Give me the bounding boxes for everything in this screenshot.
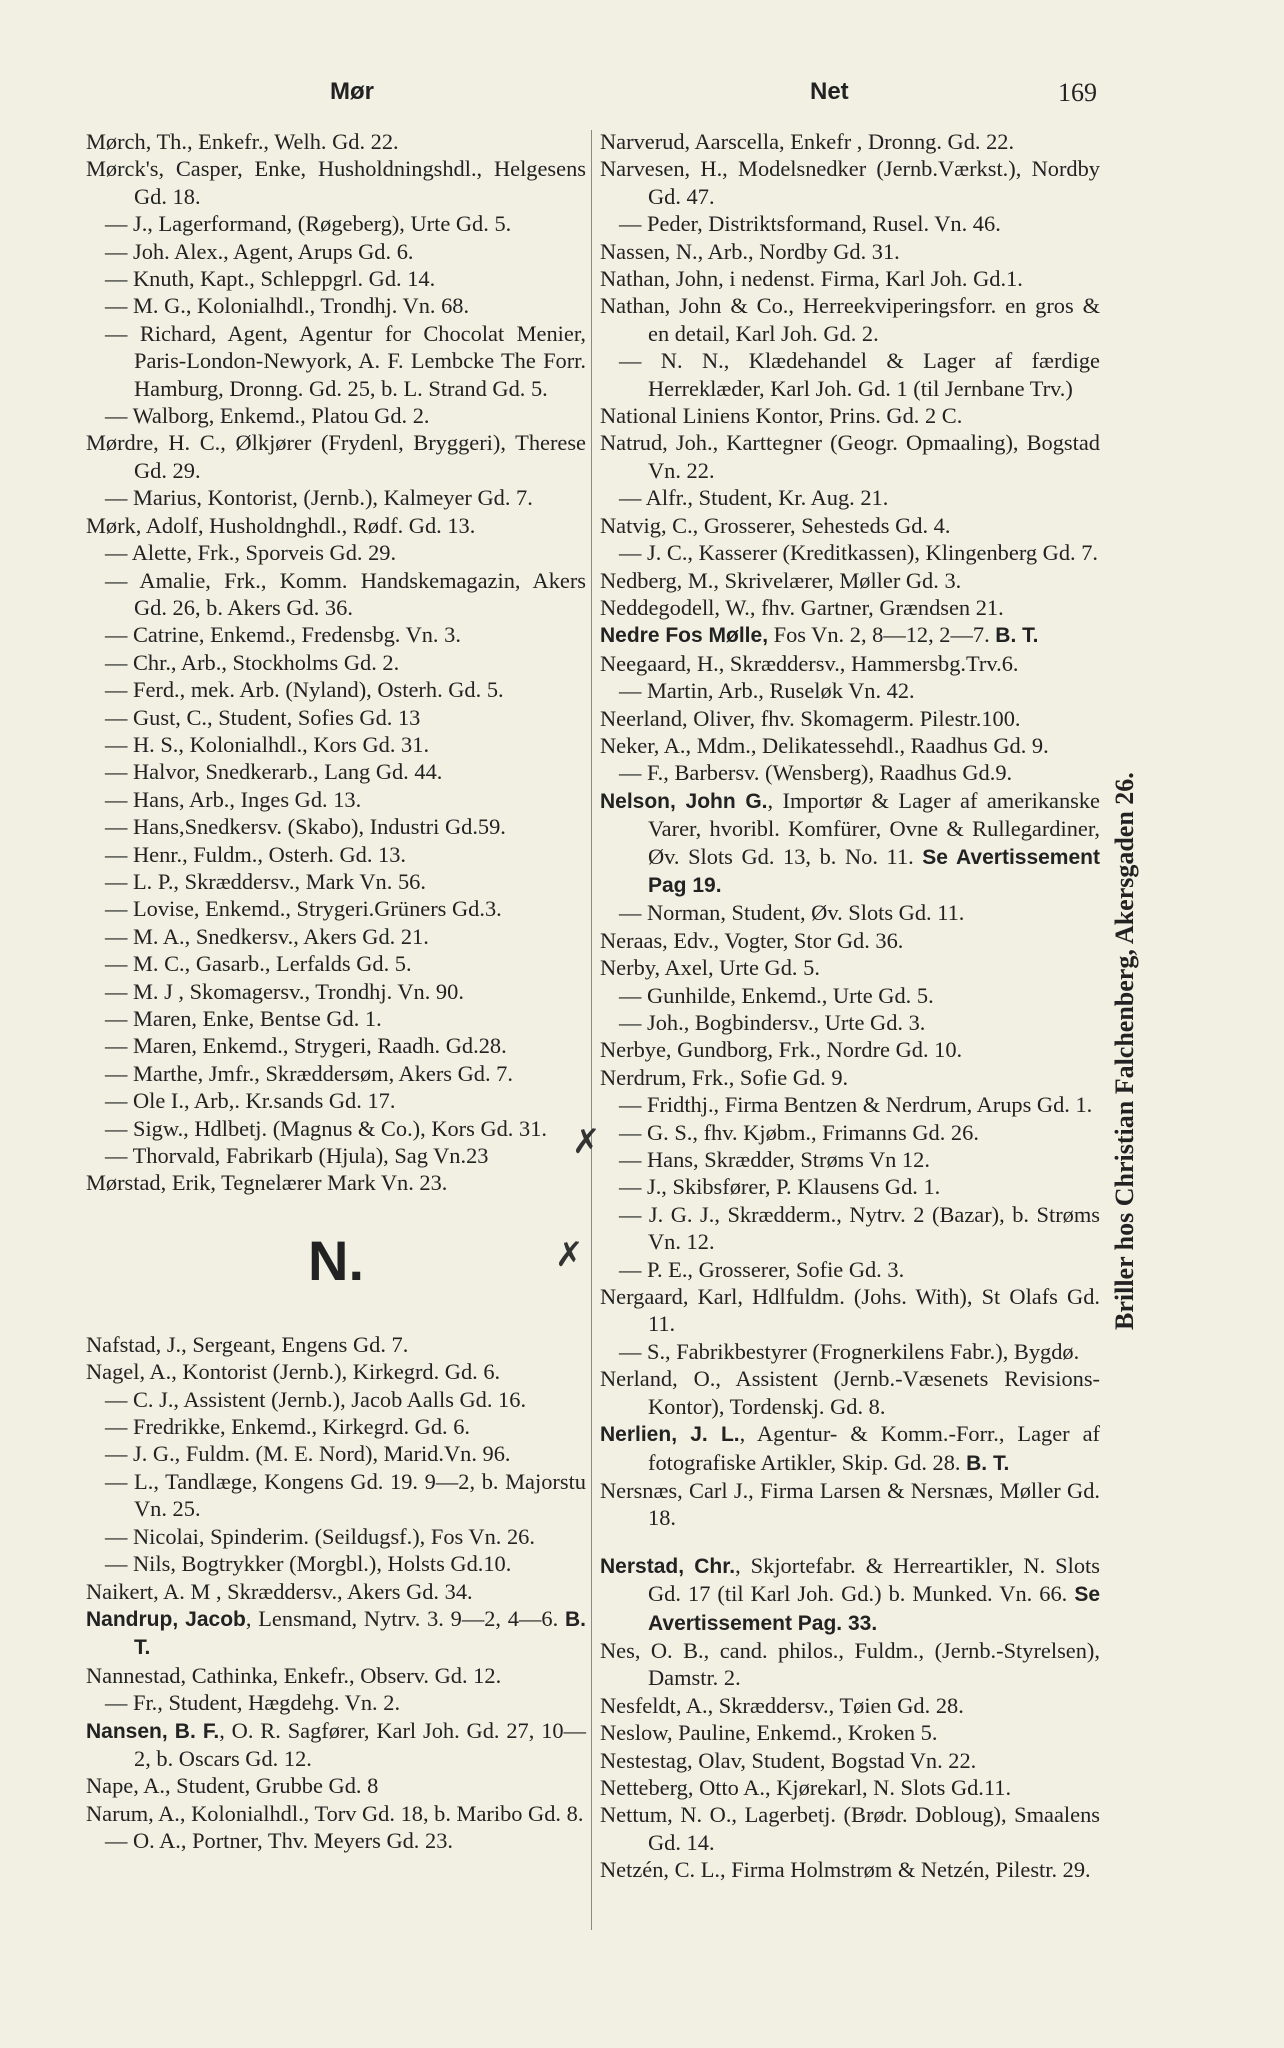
directory-entry (600, 1637, 1100, 1692)
directory-entry (600, 594, 1100, 621)
directory-entry (86, 1800, 586, 1827)
entry-text: — Fredrikke, Enkemd., Kirkegrd. Gd. 6. (105, 1414, 471, 1440)
directory-entry (600, 1420, 1100, 1477)
entry-text: — S., Fabrikbestyrer (Frognerkilens Fabr.), Bygdø. (619, 1338, 1080, 1364)
entry-text: , Skjortefabr. & Herreartikler, N. Slots Gd. 17 (til Karl Joh. Gd.) b. Munked. Vn. 66. (648, 1552, 1100, 1607)
directory-entry (600, 954, 1100, 981)
directory-entry (600, 1552, 1100, 1637)
entry-text: — O. A., Portner, Thv. Meyers Gd. 23. (105, 1828, 453, 1854)
entry-bold-name: Nandrup, Jacob (86, 1607, 246, 1631)
entry-text: , Importør & Lager af amerikanske Varer, hvoribl. Komfürer, Ovne & Rullegardiner, Øv. Slots Gd. 13, b. No. 11. (648, 787, 1100, 869)
entry-text: — P. E., Grosserer, Sofie Gd. 3. (619, 1256, 905, 1282)
entry-text: Netteberg, Otto A., Kjørekarl, N. Slots Gd.11. (600, 1774, 1012, 1800)
entry-text: Neddegodell, W., fhv. Gartner, Grændsen 21. (600, 594, 1004, 620)
entry-text: Nes, O. B., cand. philos., Fuldm., (Jernb.-Styrelsen), Damstr. 2. (600, 1637, 1100, 1691)
directory-entry (86, 1358, 586, 1385)
directory-entry (86, 649, 586, 676)
entry-text: Nergaard, Karl, Hdlfuldm. (Johs. With), St Olafs Gd. 11. (600, 1284, 1100, 1337)
directory-entry (600, 1283, 1100, 1338)
directory-entry (86, 676, 586, 703)
entry-text: — Norman, Student, Øv. Slots Gd. 11. (619, 900, 965, 926)
entry-text: — F., Barbersv. (Wensberg), Raadhus Gd.9. (619, 760, 1013, 786)
entry-text: Neker, A., Mdm., Delikatessehdl., Raadhus Gd. 9. (600, 732, 1049, 758)
entry-text: — Richard, Agent, Agentur for Chocolat Menier, Paris-London-Newyork, A. F. Lembcke The Forr. Hamburg, Dronng. Gd. 25, b. L. Strand Gd. 5. (105, 320, 586, 401)
directory-entry (600, 899, 1100, 926)
entry-text: — J., Skibsfører, P. Klausens Gd. 1. (619, 1174, 941, 1200)
entry-text: — Nils, Bogtrykker (Morgbl.), Holsts Gd.10. (105, 1551, 512, 1577)
directory-entry (600, 1338, 1100, 1365)
entry-text: — Henr., Fuldm., Osterh. Gd. 13. (105, 841, 407, 867)
directory-entry (600, 1256, 1100, 1283)
directory-entry (600, 621, 1100, 649)
entry-text: — Alfr., Student, Kr. Aug. 21. (619, 485, 889, 511)
entry-text: — Walborg, Enkemd., Platou Gd. 2. (105, 403, 430, 429)
entry-text: — Hans, Arb., Inges Gd. 13. (105, 786, 362, 812)
directory-entry (86, 1578, 586, 1605)
entry-text: — Fr., Student, Hægdehg. Vn. 2. (105, 1690, 401, 1716)
entry-text: Nesfeldt, A., Skræddersv., Tøien Gd. 28. (600, 1692, 964, 1718)
directory-entry (86, 1550, 586, 1577)
entry-text: Nape, A., Student, Grubbe Gd. 8 (86, 1773, 379, 1799)
entry-text: — Lovise, Enkemd., Strygeri.Grüners Gd.3. (105, 896, 502, 922)
entry-text: — Sigw., Hdlbetj. (Magnus & Co.), Kors Gd. 31. (105, 1115, 547, 1141)
entry-text: — Marthe, Jmfr., Skræddersøm, Akers Gd. 7. (105, 1060, 513, 1086)
directory-entry (600, 210, 1100, 237)
entry-text: Nathan, John & Co., Herreekviperingsforr. en gros & en detail, Karl Joh. Gd. 2. (600, 293, 1100, 346)
entry-text: — J., Lagerformand, (Røgeberg), Urte Gd. 5. (105, 211, 512, 237)
directory-entry (600, 1719, 1100, 1746)
entry-text: — Maren, Enke, Bentse Gd. 1. (105, 1006, 382, 1031)
entry-text: — Thorvald, Fabrikarb (Hjula), Sag Vn.23 (105, 1143, 489, 1169)
pencil-cross-icon: ✗ (555, 1235, 584, 1275)
directory-entry (600, 732, 1100, 759)
entry-text: — Joh., Bogbindersv., Urte Gd. 3. (619, 1010, 926, 1035)
directory-entry (86, 320, 586, 402)
entry-text: Nannestad, Cathinka, Enkefr., Observ. Gd. 12. (86, 1662, 502, 1688)
entry-text: Nestestag, Olav, Student, Bogstad Vn. 22. (600, 1747, 977, 1773)
left-entry-list (86, 128, 586, 1197)
directory-entry (600, 1201, 1100, 1256)
entry-bold-name: Nansen, B. F. (86, 1719, 220, 1743)
entry-text: Nerland, O., Assistent (Jernb.-Væsenets Revisions-Kontor), Tordenskj. Gd. 8. (600, 1366, 1100, 1419)
entry-text: — Gust, C., Student, Sofies Gd. 13 (105, 704, 421, 730)
entry-text: — Ferd., mek. Arb. (Nyland), Osterh. Gd. 5. (105, 677, 504, 703)
directory-entry (86, 731, 586, 758)
side-advertisement: Briller hos Christian Falchenberg, Akersgaden 26. (1110, 772, 1139, 1330)
directory-entry (86, 895, 586, 922)
entry-text: — Fridthj., Firma Bentzen & Nerdrum, Arups Gd. 1. (619, 1092, 1093, 1118)
section-letter: N. (308, 1228, 364, 1292)
entry-text: Nassen, N., Arb., Nordby Gd. 31. (600, 238, 900, 264)
right-column (600, 128, 1100, 1884)
entry-text: , O. R. Sagfører, Karl Joh. Gd. 27, 10—2, b. Oscars Gd. 12. (134, 1717, 586, 1771)
entry-bold-name: Nerlien, J. L. (600, 1423, 740, 1447)
directory-entry (86, 868, 586, 895)
directory-entry (600, 759, 1100, 786)
directory-entry (600, 1856, 1100, 1883)
directory-entry (86, 1717, 586, 1773)
directory-entry (86, 429, 586, 484)
directory-entry (600, 484, 1100, 511)
entry-text: — Chr., Arb., Stockholms Gd. 2. (105, 649, 400, 675)
entry-text: Neraas, Edv., Vogter, Stor Gd. 36. (600, 927, 904, 953)
directory-entry (86, 950, 586, 977)
entry-text: Nedberg, M., Skrivelærer, Møller Gd. 3. (600, 567, 962, 593)
entry-text: Nerby, Axel, Urte Gd. 5. (600, 955, 820, 981)
directory-entry (600, 1801, 1100, 1856)
directory-entry (86, 567, 586, 622)
directory-entry (86, 402, 586, 429)
entry-text: — Ole I., Arb,. Kr.sands Gd. 17. (105, 1088, 396, 1114)
directory-entry (86, 512, 586, 539)
directory-entry (600, 128, 1100, 155)
directory-entry (86, 539, 586, 566)
directory-entry (86, 1772, 586, 1799)
entry-text: Neslow, Pauline, Enkemd., Kroken 5. (600, 1720, 938, 1746)
directory-entry (86, 265, 586, 292)
entry-text: — Halvor, Snedkerarb., Lang Gd. 44. (105, 759, 443, 785)
directory-entry (86, 1032, 586, 1059)
right-entry-list (600, 128, 1100, 1884)
entry-bold-note: B. T. (134, 1607, 586, 1660)
entry-text: Neegaard, H., Skræddersv., Hammersbg.Trv.6. (600, 650, 1019, 676)
directory-entry (86, 978, 586, 1005)
entry-text: — L. P., Skræddersv., Mark Vn. 56. (105, 868, 426, 894)
entry-text: Neerland, Oliver, fhv. Skomagerm. Pilestr.100. (600, 705, 1021, 731)
directory-entry (86, 1087, 586, 1114)
column-divider (591, 130, 592, 1930)
directory-entry (600, 292, 1100, 347)
directory-entry (600, 539, 1100, 566)
entry-text: — H. S., Kolonialhdl., Kors Gd. 31. (105, 731, 430, 757)
entry-text: Nathan, John, i nedenst. Firma, Karl Joh. Gd.1. (600, 266, 1023, 292)
entry-text: — Hans,Snedkersv. (Skabo), Industri Gd.59. (105, 814, 506, 840)
directory-entry (86, 704, 586, 731)
entry-text: Nerdrum, Frk., Sofie Gd. 9. (600, 1064, 849, 1090)
entry-text: — J. C., Kasserer (Kreditkassen), Klingenberg Gd. 7. (619, 540, 1099, 566)
directory-entry (600, 1774, 1100, 1801)
entry-text: — M. C., Gasarb., Lerfalds Gd. 5. (105, 951, 412, 977)
entry-text: — Maren, Enkemd., Strygeri, Raadh. Gd.28. (105, 1033, 507, 1059)
directory-entry (86, 1005, 586, 1032)
entry-text: Nettum, N. O., Lagerbetj. (Brødr. Dobloug), Smaalens Gd. 14. (600, 1802, 1100, 1855)
entry-text: — Gunhilde, Enkemd., Urte Gd. 5. (619, 982, 934, 1008)
entry-bold-name: Nelson, John G. (600, 789, 768, 813)
entry-text: — L., Tandlæge, Kongens Gd. 19. 9—2, b. Majorstu Vn. 25. (105, 1468, 586, 1522)
directory-entry (86, 155, 586, 210)
page-header (0, 78, 1284, 118)
directory-entry (86, 484, 586, 511)
entry-bold-name: Nedre Fos Mølle, (600, 624, 769, 648)
directory-entry (600, 1119, 1100, 1146)
directory-entry (86, 210, 586, 237)
directory-entry (86, 1115, 586, 1142)
directory-entry (600, 567, 1100, 594)
entry-text: Naikert, A. M , Skræddersv., Akers Gd. 34. (86, 1578, 473, 1604)
directory-entry (600, 787, 1100, 900)
entry-text: Mørstad, Erik, Tegnelærer Mark Vn. 23. (86, 1170, 448, 1196)
directory-entry (86, 786, 586, 813)
directory-entry (600, 402, 1100, 429)
directory-entry (86, 841, 586, 868)
entry-text: National Liniens Kontor, Prins. Gd. 2 C. (600, 403, 963, 429)
page-number: 169 (1058, 78, 1097, 107)
entry-text: — Amalie, Frk., Komm. Handskemagazin, Akers Gd. 26, b. Akers Gd. 36. (105, 567, 586, 620)
entry-text: — M. A., Snedkersv., Akers Gd. 21. (105, 923, 429, 949)
entry-text: — Marius, Kontorist, (Jernb.), Kalmeyer Gd. 7. (105, 485, 533, 511)
entry-text: — M. G., Kolonialhdl., Trondhj. Vn. 68. (105, 293, 470, 319)
directory-entry (86, 1060, 586, 1087)
directory-entry (600, 238, 1100, 265)
entry-text: , Agentur- & Komm.-Forr., Lager af fotografiske Artikler, Skip. Gd. 28. (648, 1421, 1101, 1475)
directory-entry (600, 677, 1100, 704)
header-right-keyword: Net (810, 78, 849, 105)
directory-entry (600, 155, 1100, 210)
entry-text: — J. G., Fuldm. (M. E. Nord), Marid.Vn. 96. (105, 1441, 511, 1467)
directory-entry (600, 1692, 1100, 1719)
entry-text: — M. J , Skomagersv., Trondhj. Vn. 90. (105, 978, 464, 1004)
directory-entry (86, 1689, 586, 1716)
entry-text: — Nicolai, Spinderim. (Seildugsf.), Fos Vn. 26. (105, 1523, 535, 1549)
directory-entry (86, 1386, 586, 1413)
directory-entry (600, 265, 1100, 292)
directory-entry (86, 1605, 586, 1662)
directory-entry (600, 347, 1100, 402)
entry-bold-note: B. T. (995, 624, 1039, 648)
entry-text: Narum, A., Kolonialhdl., Torv Gd. 18, b. Maribo Gd. 8. (86, 1800, 584, 1826)
left-n-entry-list (86, 1331, 586, 1855)
entry-bold-note: Se Avertissement Pag. 33. (648, 1583, 1100, 1635)
entry-bold-note: Se Avertissement Pag 19. (648, 845, 1100, 897)
entry-text: — Alette, Frk., Sporveis Gd. 29. (105, 540, 397, 566)
entry-text: , Lensmand, Nytrv. 3. 9—2, 4—6. (245, 1605, 559, 1631)
directory-entry (600, 1091, 1100, 1118)
entry-gap (600, 1532, 1100, 1552)
entry-text: Natrud, Joh., Karttegner (Geogr. Opmaaling), Bogstad Vn. 22. (600, 430, 1100, 483)
directory-entry (600, 1477, 1100, 1532)
directory-entry (86, 923, 586, 950)
entry-text: — Knuth, Kapt., Schleppgrl. Gd. 14. (105, 266, 436, 292)
directory-entry (86, 238, 586, 265)
directory-entry (600, 1747, 1100, 1774)
entry-text: Nafstad, J., Sergeant, Engens Gd. 7. (86, 1331, 409, 1357)
entry-text: — Peder, Distriktsformand, Rusel. Vn. 46. (619, 211, 1001, 237)
directory-entry (86, 1331, 586, 1358)
directory-entry (86, 1142, 586, 1169)
entry-text: Nagel, A., Kontorist (Jernb.), Kirkegrd. Gd. 6. (86, 1359, 501, 1385)
directory-entry (600, 1064, 1100, 1091)
directory-entry (600, 982, 1100, 1009)
directory-entry (86, 1523, 586, 1550)
directory-entry (86, 621, 586, 648)
entry-text: Fos Vn. 2, 8—12, 2—7. (768, 622, 990, 648)
entry-text: Natvig, C., Grosserer, Sehesteds Gd. 4. (600, 512, 951, 538)
entry-bold-note: B. T. (966, 1451, 1010, 1475)
directory-entry (86, 1662, 586, 1689)
directory-entry (86, 1827, 586, 1854)
directory-entry (86, 758, 586, 785)
directory-entry (600, 1009, 1100, 1036)
directory-entry (86, 128, 586, 155)
directory-entry (600, 512, 1100, 539)
entry-text: — J. G. J., Skrædderm., Nytrv. 2 (Bazar), b. Strøms Vn. 12. (619, 1201, 1100, 1255)
entry-text: — Joh. Alex., Agent, Arups Gd. 6. (105, 238, 414, 264)
entry-text: — Catrine, Enkemd., Fredensbg. Vn. 3. (105, 622, 461, 648)
directory-entry (86, 292, 586, 319)
entry-text: — Martin, Arb., Ruseløk Vn. 42. (619, 678, 915, 704)
directory-entry (86, 1413, 586, 1440)
entry-text: Narverud, Aarscella, Enkefr , Dronng. Gd. 22. (600, 129, 1015, 154)
entry-text: Mørdre, H. C., Ølkjører (Frydenl, Bryggeri), Therese Gd. 29. (86, 430, 586, 483)
directory-entry (86, 1440, 586, 1467)
left-column (86, 128, 586, 1855)
entry-text: Nersnæs, Carl J., Firma Larsen & Nersnæs, Møller Gd. 18. (600, 1477, 1100, 1531)
entry-text: Mørk, Adolf, Husholdnghdl., Rødf. Gd. 13. (86, 512, 476, 538)
directory-entry (600, 1173, 1100, 1200)
directory-entry (600, 705, 1100, 732)
directory-entry (600, 1365, 1100, 1420)
directory-entry (86, 1468, 586, 1523)
entry-text: — G. S., fhv. Kjøbm., Frimanns Gd. 26. (619, 1119, 979, 1145)
header-left-keyword: Mør (330, 78, 374, 105)
directory-entry (600, 650, 1100, 677)
directory-entry (86, 813, 586, 840)
directory-entry (600, 429, 1100, 484)
directory-entry (86, 1169, 586, 1196)
directory-entry (600, 927, 1100, 954)
entry-text: Nerbye, Gundborg, Frk., Nordre Gd. 10. (600, 1037, 963, 1063)
entry-text: Mørck's, Casper, Enke, Husholdningshdl., Helgesens Gd. 18. (86, 156, 586, 209)
entry-text: Narvesen, H., Modelsnedker (Jernb.Værkst.), Nordby Gd. 47. (600, 156, 1100, 209)
directory-entry (600, 1146, 1100, 1173)
entry-text: — C. J., Assistent (Jernb.), Jacob Aalls Gd. 16. (105, 1386, 527, 1412)
entry-text: — Hans, Skrædder, Strøms Vn 12. (619, 1147, 930, 1173)
pencil-mark-icon: ✗ (572, 1122, 601, 1162)
entry-text: Netzén, C. L., Firma Holmstrøm & Netzén, Pilestr. 29. (600, 1857, 1091, 1883)
directory-entry (600, 1036, 1100, 1063)
entry-bold-name: Nerstad, Chr. (600, 1554, 736, 1578)
entry-text: Mørch, Th., Enkefr., Welh. Gd. 22. (86, 129, 399, 154)
entry-text: — N. N., Klædehandel & Lager af færdige Herreklæder, Karl Joh. Gd. 1 (til Jernbane Trv.) (619, 348, 1100, 401)
